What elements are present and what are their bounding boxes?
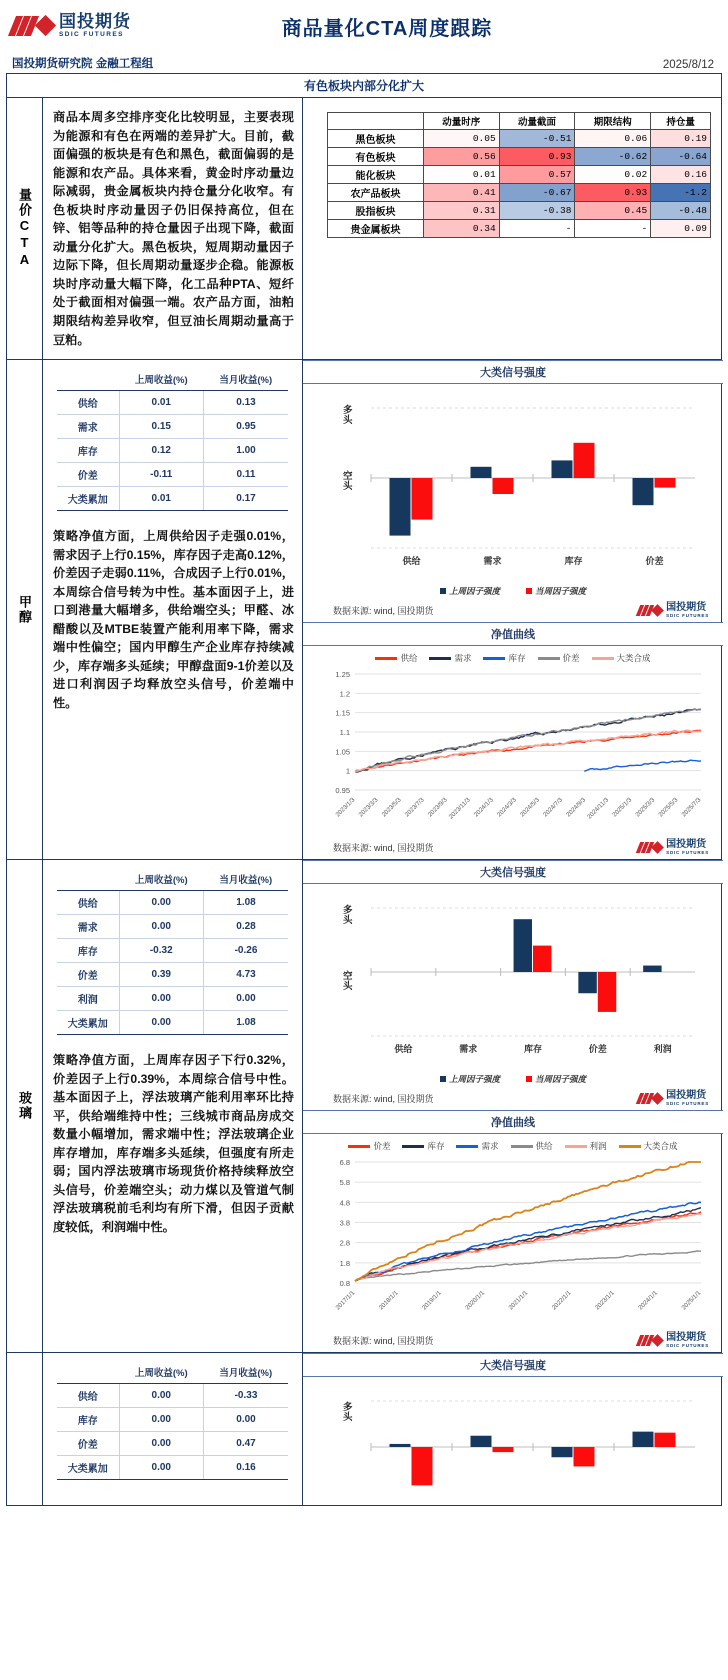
legend-item: [429, 652, 471, 664]
watermark-name-cn-2: 国投期货: [666, 839, 707, 851]
x-tick: 2023/1/3: [334, 796, 357, 819]
legend-swatch: [483, 657, 505, 660]
factor-name: 价差: [57, 463, 119, 487]
table-row: [57, 1432, 288, 1456]
table-row: [57, 1456, 288, 1480]
table-row: [57, 963, 288, 987]
factor-value: -: [499, 220, 575, 238]
company-logo: [12, 13, 212, 39]
table-row: [57, 939, 288, 963]
y-tick: 2.8: [339, 1238, 350, 1248]
y-tick: 0.95: [335, 786, 350, 796]
legend-item: [483, 652, 525, 664]
x-tick: 2021/1/1: [507, 1289, 530, 1312]
y-tick: 4.8: [339, 1198, 350, 1208]
factor-value: -: [575, 220, 651, 238]
legend-label: 需求: [454, 653, 472, 664]
legend-label: 需求: [481, 1141, 499, 1152]
glass-nav-chart-title: 净值曲线: [303, 1110, 723, 1134]
section3-label: 玻璃: [7, 860, 43, 1352]
watermark-logo-2: [638, 840, 709, 855]
glass-signal-source: 数据来源: wind, 国投期货: [333, 1094, 434, 1105]
legend-label: 库存: [508, 653, 526, 664]
monthly-return: 0.00: [204, 987, 289, 1011]
y-tick: 3.8: [339, 1218, 350, 1228]
methanol-nav-chart-title: 净值曲线: [303, 622, 723, 646]
monthly-return: 0.17: [204, 487, 289, 511]
methanol-return-table: [57, 368, 288, 511]
weekly-return: 0.39: [119, 963, 204, 987]
factor-value: -0.62: [575, 148, 651, 166]
factor-value: -0.38: [499, 202, 575, 220]
series-line: [584, 760, 701, 771]
section2-label: 甲醇: [7, 360, 43, 859]
sub-header: [6, 52, 722, 74]
table-row: [328, 148, 711, 166]
section4-signal-chart-title: 大类信号强度: [303, 1353, 723, 1377]
s2-nav-svg: [313, 666, 713, 836]
glass-nav-chart: [303, 1134, 723, 1331]
y-tick: 5.8: [339, 1178, 350, 1188]
weekly-return: 0.00: [119, 1384, 204, 1408]
factor-col-2: 动量截面: [499, 113, 575, 130]
legend-swatch: [348, 1145, 370, 1148]
bar: [412, 478, 433, 520]
department-label: 国投期货研究院 金融工程组: [12, 58, 154, 70]
legend-swatch: [538, 657, 560, 660]
x-tick: 2024/11/3: [586, 796, 611, 821]
x-tick: 2023/7/3: [403, 796, 426, 819]
legend-swatch: [440, 588, 446, 594]
section4-col-2: 当月收益(%): [204, 1361, 289, 1384]
bar: [552, 1447, 573, 1457]
y-tick: 1.1: [339, 728, 350, 738]
table-row: [57, 439, 288, 463]
weekly-return: 0.01: [119, 391, 204, 415]
content-grid: [6, 98, 722, 1506]
sector-name: 有色板块: [328, 148, 424, 166]
x-tick: 2025/3/3: [634, 796, 657, 819]
factor-value: -0.48: [651, 202, 711, 220]
sector-name: 贵金属板块: [328, 220, 424, 238]
page-header: [6, 0, 722, 52]
factor-value: 0.16: [651, 166, 711, 184]
series-line: [355, 1208, 701, 1281]
factor-value: 0.56: [423, 148, 499, 166]
glass-signal-chart-title: 大类信号强度: [303, 860, 723, 884]
section-quant-cta: [7, 98, 721, 360]
x-tick: 2025/7/3: [680, 796, 703, 819]
x-tick: 2025/1/1: [680, 1289, 703, 1312]
legend-label: 上周因子强度: [448, 586, 500, 597]
legend-swatch: [592, 657, 614, 660]
monthly-return: 0.11: [204, 463, 289, 487]
x-tick: 2024/9/3: [565, 796, 588, 819]
factor-value: 0.93: [499, 148, 575, 166]
watermark-name-en-3: SDIC FUTURES: [666, 1101, 709, 1107]
table-row: [328, 220, 711, 238]
factor-col-3: 期限结构: [575, 113, 651, 130]
x-tick: 2024/5/3: [518, 796, 541, 819]
legend-item: [402, 1140, 444, 1152]
bar: [493, 1447, 514, 1452]
section3-body: 策略净值方面，上周库存因子下行0.32%，价差因子上行0.39%，本周综合信号中性。基本面因子上，浮法玻璃产能利用率环比持平，供给端维持中性；三线城市商品房成交数量小幅增加，需求端中性；浮法玻璃企业库存增加，库存端多头延续，但强度有所走弱；国内浮法玻璃市场现货价格持续释放空头信号，价差端空头；动力煤以及管道气制浮法玻璃税前毛利均有所下滑，但因子贡献度较低，利润端中性。: [53, 1053, 294, 1235]
methanol-col-0: [57, 368, 119, 391]
methanol-signal-source: 数据来源: wind, 国投期货: [333, 606, 434, 617]
table-row: [57, 891, 288, 915]
section1-label: 量价CTA: [7, 98, 43, 359]
section4-return-table: [57, 1361, 288, 1480]
factor-value: 0.93: [575, 184, 651, 202]
category-label: 价差: [645, 556, 664, 567]
factor-name: 供给: [57, 891, 119, 915]
s3-nav-svg: [313, 1154, 713, 1329]
long-axis-label-3: 多头: [343, 1402, 353, 1424]
bar: [574, 443, 595, 478]
factor-name: 供给: [57, 391, 119, 415]
x-tick: 2020/1/1: [464, 1289, 487, 1312]
legend-label: 大类合成: [643, 1141, 678, 1152]
weekly-return: 0.00: [119, 1456, 204, 1480]
section1-body: 商品本周多空排序变化比较明显，主要表现为能源和有色在两端的差异扩大。目前，截面偏强的板块是有色和黑色，截面偏弱的是能源和农产品。具体来看，黄金时序动量边际减弱，贵金属板块内持仓量分化收窄。有色板块时序动量因子仍旧保持高位，但在锌、铝等品种的持仓量因子出现下降，截面动量分化扩大。黑色板块，短周期动量因子边际下降，但长周期动量逐步企稳。能源板块时序动量大幅下降，化工品种PTA、短纤处于截面相对偏强一端。农产品方面，油粕期限结构差异收窄，但豆油长周期动量高于豆粕。: [53, 110, 294, 347]
methanol-col-2: 当月收益(%): [204, 368, 289, 391]
bar: [552, 461, 573, 479]
bar: [655, 1433, 676, 1447]
monthly-return: 0.95: [204, 415, 289, 439]
y-tick: 1.2: [339, 689, 350, 699]
monthly-return: 0.47: [204, 1432, 289, 1456]
bar: [643, 966, 661, 972]
methanol-nav-source: 数据来源: wind, 国投期货: [333, 843, 434, 854]
bar: [412, 1447, 433, 1485]
factor-col-0: [328, 113, 424, 130]
weekly-return: -0.11: [119, 463, 204, 487]
table-row: [328, 166, 711, 184]
legend-swatch: [429, 657, 451, 660]
legend-label: 当周因子强度: [535, 1074, 587, 1085]
series-line: [355, 1214, 701, 1281]
factor-value: -0.51: [499, 130, 575, 148]
legend-label: 供给: [400, 653, 418, 664]
monthly-return: 1.00: [204, 439, 289, 463]
watermark-logo: [638, 603, 709, 618]
short-axis-label-2: 空头: [343, 971, 353, 993]
factor-value: 0.57: [499, 166, 575, 184]
methanol-nav-chart: [303, 646, 723, 838]
x-tick: 2017/1/1: [334, 1289, 357, 1312]
category-label: 库存: [564, 556, 583, 567]
legend-item: [526, 1069, 586, 1087]
legend-item: [440, 1069, 500, 1087]
y-tick: 1: [345, 766, 350, 776]
weekly-return: 0.00: [119, 915, 204, 939]
weekly-return: 0.00: [119, 1432, 204, 1456]
legend-item: [456, 1140, 498, 1152]
weekly-return: 0.00: [119, 891, 204, 915]
legend-item: [348, 1140, 390, 1152]
legend-label: 价差: [562, 653, 580, 664]
s3-bars-svg: [313, 890, 713, 1068]
legend-label: 利润: [589, 1141, 607, 1152]
factor-name: 大类累加: [57, 1456, 119, 1480]
watermark-name-cn: 国投期货: [666, 602, 707, 614]
factor-col-4: 持仓量: [651, 113, 711, 130]
category-label: 价差: [588, 1044, 607, 1055]
table-row: [328, 202, 711, 220]
x-tick: 2023/5/3: [380, 796, 403, 819]
x-tick: 2024/1/1: [637, 1289, 660, 1312]
page-title: 商品量化CTA周度跟踪: [281, 17, 493, 40]
bar: [493, 478, 514, 494]
bar: [633, 1432, 654, 1447]
monthly-return: -0.26: [204, 939, 289, 963]
watermark-logo-4: [638, 1333, 709, 1348]
legend-swatch: [375, 657, 397, 660]
glass-return-table: [57, 868, 288, 1035]
section4-label: [7, 1353, 43, 1505]
section-next-partial: [7, 1353, 721, 1505]
legend-swatch: [440, 1076, 446, 1082]
category-label: 供给: [402, 556, 421, 567]
sector-name: 农产品板块: [328, 184, 424, 202]
sector-name: 股指板块: [328, 202, 424, 220]
legend-item: [619, 1140, 678, 1152]
legend-label: 上周因子强度: [448, 1074, 500, 1085]
bar: [598, 972, 616, 1012]
watermark-name-en: SDIC FUTURES: [666, 613, 709, 619]
legend-swatch: [526, 1076, 532, 1082]
bar: [471, 1436, 492, 1447]
weekly-return: -0.32: [119, 939, 204, 963]
legend-item: [375, 652, 417, 664]
factor-value: -0.64: [651, 148, 711, 166]
legend-swatch: [511, 1145, 533, 1148]
table-row: [57, 987, 288, 1011]
glass-col-2: 当月收益(%): [204, 868, 289, 891]
weekly-return: 0.15: [119, 415, 204, 439]
monthly-return: 0.13: [204, 391, 289, 415]
monthly-return: 1.08: [204, 891, 289, 915]
category-label: 需求: [459, 1044, 478, 1055]
short-axis-label: 空头: [343, 471, 353, 493]
y-tick: 0.8: [339, 1279, 350, 1289]
sector-name: 黑色板块: [328, 130, 424, 148]
factor-name: 大类累加: [57, 1011, 119, 1035]
legend-swatch: [526, 588, 532, 594]
logo-name-en: SDIC FUTURES: [59, 31, 124, 39]
factor-name: 价差: [57, 1432, 119, 1456]
factor-value: 0.45: [575, 202, 651, 220]
table-row: [57, 463, 288, 487]
legend-item: [440, 581, 500, 599]
table-row: [57, 1011, 288, 1035]
x-tick: 2023/1/1: [593, 1289, 616, 1312]
x-tick: 2024/7/3: [542, 796, 565, 819]
table-row: [328, 184, 711, 202]
legend-label: 供给: [535, 1141, 553, 1152]
section-methanol: [7, 360, 721, 860]
section4-signal-chart: [303, 1377, 723, 1505]
factor-value: 0.02: [575, 166, 651, 184]
factor-col-1: 动量时序: [423, 113, 499, 130]
watermark-name-cn-3: 国投期货: [666, 1090, 707, 1102]
table-row: [57, 391, 288, 415]
legend-swatch: [565, 1145, 587, 1148]
factor-name: 价差: [57, 963, 119, 987]
weekly-return: 0.01: [119, 487, 204, 511]
methanol-signal-chart: [303, 384, 723, 601]
weekly-return: 0.00: [119, 987, 204, 1011]
table-row: [57, 487, 288, 511]
legend-item: [538, 652, 580, 664]
legend-item: [592, 652, 651, 664]
glass-signal-chart: [303, 884, 723, 1089]
factor-name: 库存: [57, 439, 119, 463]
sector-name: 能化板块: [328, 166, 424, 184]
table-row: [57, 915, 288, 939]
legend-swatch: [619, 1145, 641, 1148]
monthly-return: -0.33: [204, 1384, 289, 1408]
x-tick: 2024/1/3: [472, 796, 495, 819]
factor-value: -0.67: [499, 184, 575, 202]
weekly-return: 0.00: [119, 1011, 204, 1035]
factor-value: 0.41: [423, 184, 499, 202]
bar: [390, 1444, 411, 1447]
y-tick: 1.25: [335, 670, 350, 680]
weekly-return: 0.00: [119, 1408, 204, 1432]
legend-label: 当周因子强度: [535, 586, 587, 597]
long-axis-label-2: 多头: [343, 905, 353, 927]
methanol-signal-chart-title: 大类信号强度: [303, 360, 723, 384]
glass-col-1: 上周收益(%): [119, 868, 204, 891]
watermark-name-en-4: SDIC FUTURES: [666, 1343, 709, 1349]
watermark-name-cn-4: 国投期货: [666, 1332, 707, 1344]
legend-label: 大类合成: [616, 653, 651, 664]
weekly-return: 0.12: [119, 439, 204, 463]
x-tick: 2018/1/1: [377, 1289, 400, 1312]
monthly-return: 0.00: [204, 1408, 289, 1432]
legend-item: [526, 581, 586, 599]
bar: [514, 919, 532, 972]
table-row: [57, 1384, 288, 1408]
glass-nav-source: 数据来源: wind, 国投期货: [333, 1336, 434, 1347]
factor-value: 0.09: [651, 220, 711, 238]
report-date: 2025/8/12: [662, 59, 714, 71]
legend-label: 价差: [373, 1141, 391, 1152]
x-tick: 2024/3/3: [495, 796, 518, 819]
category-label: 库存: [523, 1044, 543, 1055]
factor-name: 大类累加: [57, 487, 119, 511]
table-row: [57, 1408, 288, 1432]
bar: [655, 478, 676, 488]
long-axis-label: 多头: [343, 405, 353, 427]
s2-bars-svg: [313, 390, 713, 580]
bar: [578, 972, 596, 993]
legend-swatch: [456, 1145, 478, 1148]
s4-bars-svg: [313, 1383, 713, 1503]
factor-value: -1.2: [651, 184, 711, 202]
factor-name: 库存: [57, 1408, 119, 1432]
table-row: [57, 415, 288, 439]
x-tick: 2022/1/1: [550, 1289, 573, 1312]
x-tick: 2023/3/3: [357, 796, 380, 819]
legend-item: [565, 1140, 607, 1152]
x-tick: 2023/9/3: [426, 796, 449, 819]
monthly-return: 0.16: [204, 1456, 289, 1480]
category-label: 利润: [653, 1044, 672, 1055]
methanol-col-1: 上周收益(%): [119, 368, 204, 391]
monthly-return: 4.73: [204, 963, 289, 987]
table-header-row: [328, 113, 711, 130]
section4-col-0: [57, 1361, 119, 1384]
factor-value: 0.19: [651, 130, 711, 148]
factor-value: 0.01: [423, 166, 499, 184]
x-tick: 2025/5/3: [657, 796, 680, 819]
section4-col-1: 上周收益(%): [119, 1361, 204, 1384]
factor-name: 库存: [57, 939, 119, 963]
bar: [533, 946, 551, 972]
y-tick: 6.8: [339, 1158, 350, 1168]
section-glass: [7, 860, 721, 1353]
legend-item: [511, 1140, 553, 1152]
y-tick: 1.8: [339, 1258, 350, 1268]
monthly-return: 0.28: [204, 915, 289, 939]
table-row: [328, 130, 711, 148]
factor-name: 需求: [57, 915, 119, 939]
legend-label: 库存: [427, 1141, 445, 1152]
factor-value: 0.34: [423, 220, 499, 238]
category-label: 供给: [394, 1044, 413, 1055]
y-tick: 1.05: [335, 747, 350, 757]
logo-name-cn: 国投期货: [59, 12, 131, 32]
y-tick: 1.15: [335, 708, 350, 718]
sector-factor-table: [327, 112, 711, 238]
x-tick: 2025/1/3: [611, 796, 634, 819]
factor-name: 需求: [57, 415, 119, 439]
bar: [390, 478, 411, 536]
watermark-name-en-2: SDIC FUTURES: [666, 850, 709, 856]
glass-col-0: [57, 868, 119, 891]
x-tick: 2023/11/3: [447, 796, 472, 821]
bar: [471, 467, 492, 478]
bar: [633, 478, 654, 505]
watermark-logo-3: [638, 1091, 709, 1106]
headline-banner: 有色板块内部分化扩大: [6, 74, 722, 98]
logo-mark-icon: [12, 13, 56, 39]
factor-name: 供给: [57, 1384, 119, 1408]
legend-swatch: [402, 1145, 424, 1148]
monthly-return: 1.08: [204, 1011, 289, 1035]
bar: [574, 1447, 595, 1466]
factor-value: 0.31: [423, 202, 499, 220]
factor-value: 0.05: [423, 130, 499, 148]
factor-value: 0.06: [575, 130, 651, 148]
category-label: 需求: [483, 556, 502, 567]
factor-name: 利润: [57, 987, 119, 1011]
section2-body: 策略净值方面，上周供给因子走强0.01%，需求因子上行0.15%，库存因子走高0.12%，价差因子走弱0.11%，合成因子上行0.01%，本周综合信号转为中性。基本面因子上，进口到港量大幅增多，供给端空头；甲醛、冰醋酸以及MTBE装置产能利用率下降，需求端中性偏空；国内甲醇生产企业库存持续减少，库存端多头延续；甲醇盘面9-1价差以及进口利润因子均释放空头信号，价差端中性。: [53, 529, 294, 711]
x-tick: 2019/1/1: [420, 1289, 443, 1312]
